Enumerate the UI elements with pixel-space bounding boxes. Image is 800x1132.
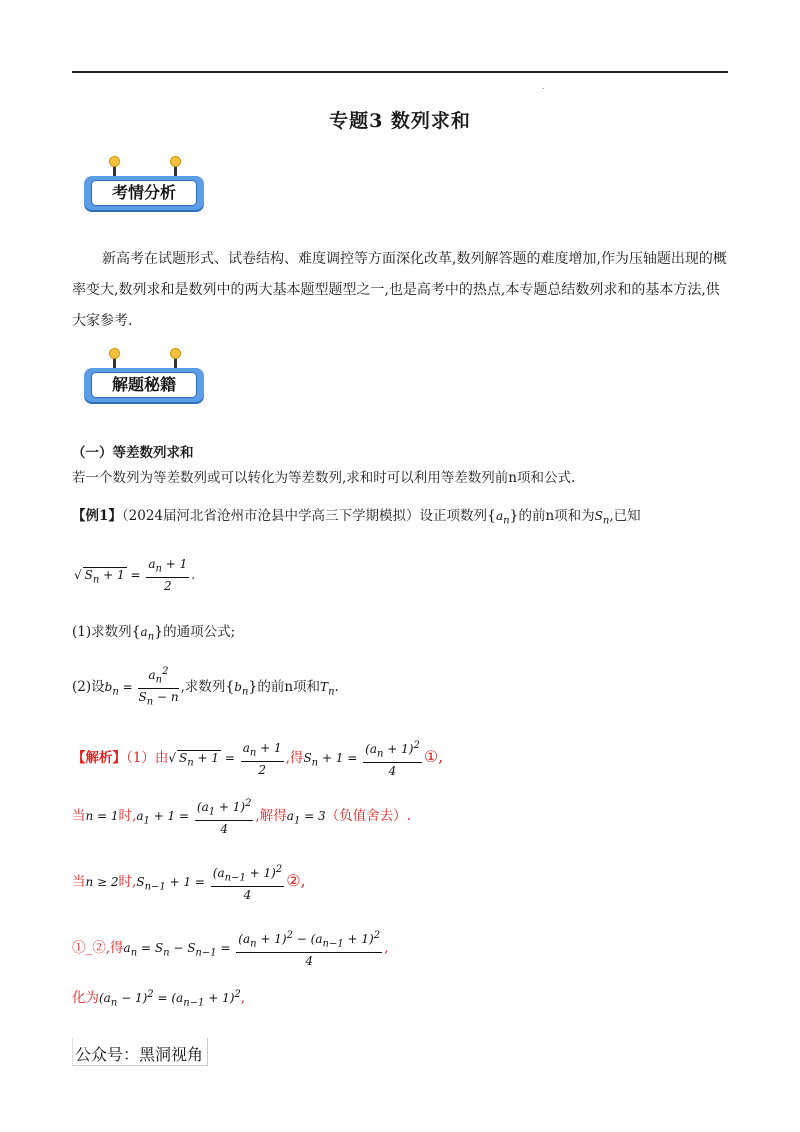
section-badge-analysis bbox=[80, 160, 206, 208]
solution-label: 【解析】 bbox=[72, 750, 126, 767]
section-description: 若一个数列为等差数列或可以转化为等差数列,求和时可以利用等差数列前n项和公式. bbox=[72, 470, 576, 486]
given-equation: √ $S_n + 1$ = $\frac{a_n + 1}{2}$ . bbox=[74, 557, 196, 594]
formula-an-set: $\{a_n\}$ bbox=[487, 508, 519, 527]
solution-step-4: ①_②,得$a_n = S_n - S_{n-1}$ = $\frac{(a_n + 1)^2 - (a_{n-1} + 1)^2}{4}$ , bbox=[72, 930, 389, 969]
solution-step-3: 当n ≥ 2时$,S_{n-1} + 1$ = $\frac{(a_{n-1} + 1)^2}{4}$ ②, bbox=[72, 864, 306, 903]
solution-step-2: 当n = 1时$,a_1 + 1$ = $\frac{(a_1 + 1)^2}{4}$ ,解得$a_1 = 3$（负值舍去）. bbox=[72, 798, 411, 837]
badge-frame bbox=[84, 368, 204, 402]
example-label: 【例1】 bbox=[72, 508, 122, 524]
question-1: (1)求数列$\{a_n\}$的通项公式; bbox=[72, 624, 236, 643]
question-2: (2)设$b_n$ = $\frac{a_n^2}{S_n - n}$ ,求数列$\{b_n\}$的前n项和$T_n$. bbox=[72, 666, 339, 708]
badge-label: 解题秘籍 bbox=[91, 372, 197, 398]
formula-sn: $S_n$ bbox=[594, 509, 610, 527]
solution-step-1: 【解析】（1）由√ $S_n + 1$ = $\frac{a_n + 1}{2}$ ,得$S_n + 1$ = $\frac{(a_n + 1)^2}{4}$ ①, bbox=[72, 740, 444, 779]
example-source: （2024届河北省沧州市沧县中学高三下学期模拟）设正项数列 bbox=[121, 508, 488, 524]
bulb-icon bbox=[109, 348, 120, 359]
section-badge-methods bbox=[80, 352, 206, 400]
bulb-icon bbox=[109, 156, 120, 167]
section-heading: （一）等差数列求和 bbox=[72, 445, 194, 461]
watermark: 公众号：黑洞视角 bbox=[72, 1038, 208, 1066]
example-text-mid: 的前n项和为 bbox=[518, 508, 595, 524]
intro-paragraph: 新高考在试题形式、试卷结构、难度调控等方面深化改革,数列解答题的难度增加,作为压轴题出现的概率变大,数列求和是数列中的两大基本题型题型之一,也是高考中的热点,本专题总结数列求和的基本方法,供大家参考. bbox=[72, 251, 727, 329]
header-dot: . bbox=[542, 82, 545, 91]
badge-label: 考情分析 bbox=[91, 180, 197, 206]
example-text-end: ,已知 bbox=[609, 508, 641, 524]
header-rule bbox=[72, 71, 728, 73]
solution-step-5: 化为$(a_n - 1)^2 = (a_{n-1} + 1)^2$, bbox=[72, 989, 246, 1009]
badge-frame bbox=[84, 176, 204, 210]
page-title: 专题3 数列求和 bbox=[329, 110, 471, 132]
bulb-icon bbox=[170, 156, 181, 167]
bulb-icon bbox=[170, 348, 181, 359]
example-line bbox=[72, 504, 641, 526]
